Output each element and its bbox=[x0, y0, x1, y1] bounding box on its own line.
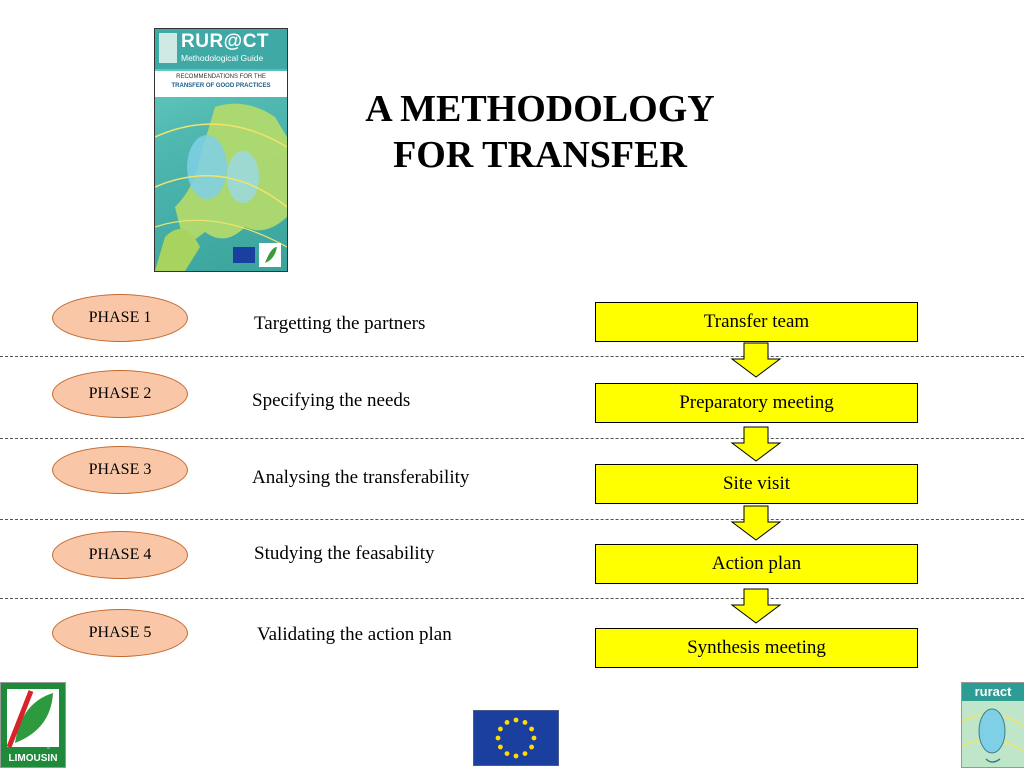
title-line-1: A METHODOLOGY bbox=[365, 88, 715, 130]
cover-brand: RUR@CT bbox=[181, 31, 270, 52]
down-arrow-icon bbox=[730, 505, 782, 541]
phase-3-badge: PHASE 3 bbox=[52, 446, 188, 494]
limousin-logo bbox=[0, 682, 66, 768]
ruract-logo bbox=[961, 682, 1024, 768]
eu-flag-icon bbox=[473, 710, 559, 766]
page-title bbox=[300, 86, 780, 178]
step-box-4: Action plan bbox=[595, 544, 918, 584]
phase-3-description: Analysing the transferability bbox=[252, 467, 470, 488]
phase-separator bbox=[0, 598, 1024, 599]
ruract-logo-word: ruract bbox=[974, 684, 1012, 699]
cover-map-illustration bbox=[155, 97, 287, 271]
cover-band bbox=[155, 71, 287, 97]
step-box-3: Site visit bbox=[595, 464, 918, 504]
face-illustration-icon bbox=[962, 701, 1024, 767]
down-arrow-icon bbox=[730, 426, 782, 462]
title-line-2: FOR TRANSFER bbox=[393, 134, 687, 176]
phase-separator bbox=[0, 519, 1024, 520]
limousin-logo-word-2: LIMOUSIN bbox=[8, 753, 58, 764]
phase-5-badge: PHASE 5 bbox=[52, 609, 188, 657]
guide-cover-image bbox=[154, 28, 288, 272]
cover-small-logo bbox=[159, 33, 177, 63]
phase-1-description: Targetting the partners bbox=[254, 313, 426, 334]
cover-subtitle: Methodological Guide bbox=[181, 53, 264, 63]
step-box-2: Preparatory meeting bbox=[595, 383, 918, 423]
step-box-1: Transfer team bbox=[595, 302, 918, 342]
phase-4-description: Studying the feasability bbox=[254, 543, 435, 564]
phase-4-badge: PHASE 4 bbox=[52, 531, 188, 579]
phase-separator bbox=[0, 356, 1024, 357]
cover-eu-flag-icon bbox=[233, 247, 255, 263]
phase-separator bbox=[0, 438, 1024, 439]
phase-2-badge: PHASE 2 bbox=[52, 370, 188, 418]
phase-5-description: Validating the action plan bbox=[257, 624, 452, 645]
cover-band-line-2: TRANSFER OF GOOD PRACTICES bbox=[171, 83, 271, 89]
down-arrow-icon bbox=[730, 588, 782, 624]
step-box-5: Synthesis meeting bbox=[595, 628, 918, 668]
phase-1-badge: PHASE 1 bbox=[52, 294, 188, 342]
limousin-logo-word-1: Région bbox=[39, 743, 59, 749]
cover-band-line-1: RECOMMENDATIONS FOR THE bbox=[176, 74, 266, 80]
down-arrow-icon bbox=[730, 342, 782, 378]
phase-2-description: Specifying the needs bbox=[252, 390, 411, 411]
